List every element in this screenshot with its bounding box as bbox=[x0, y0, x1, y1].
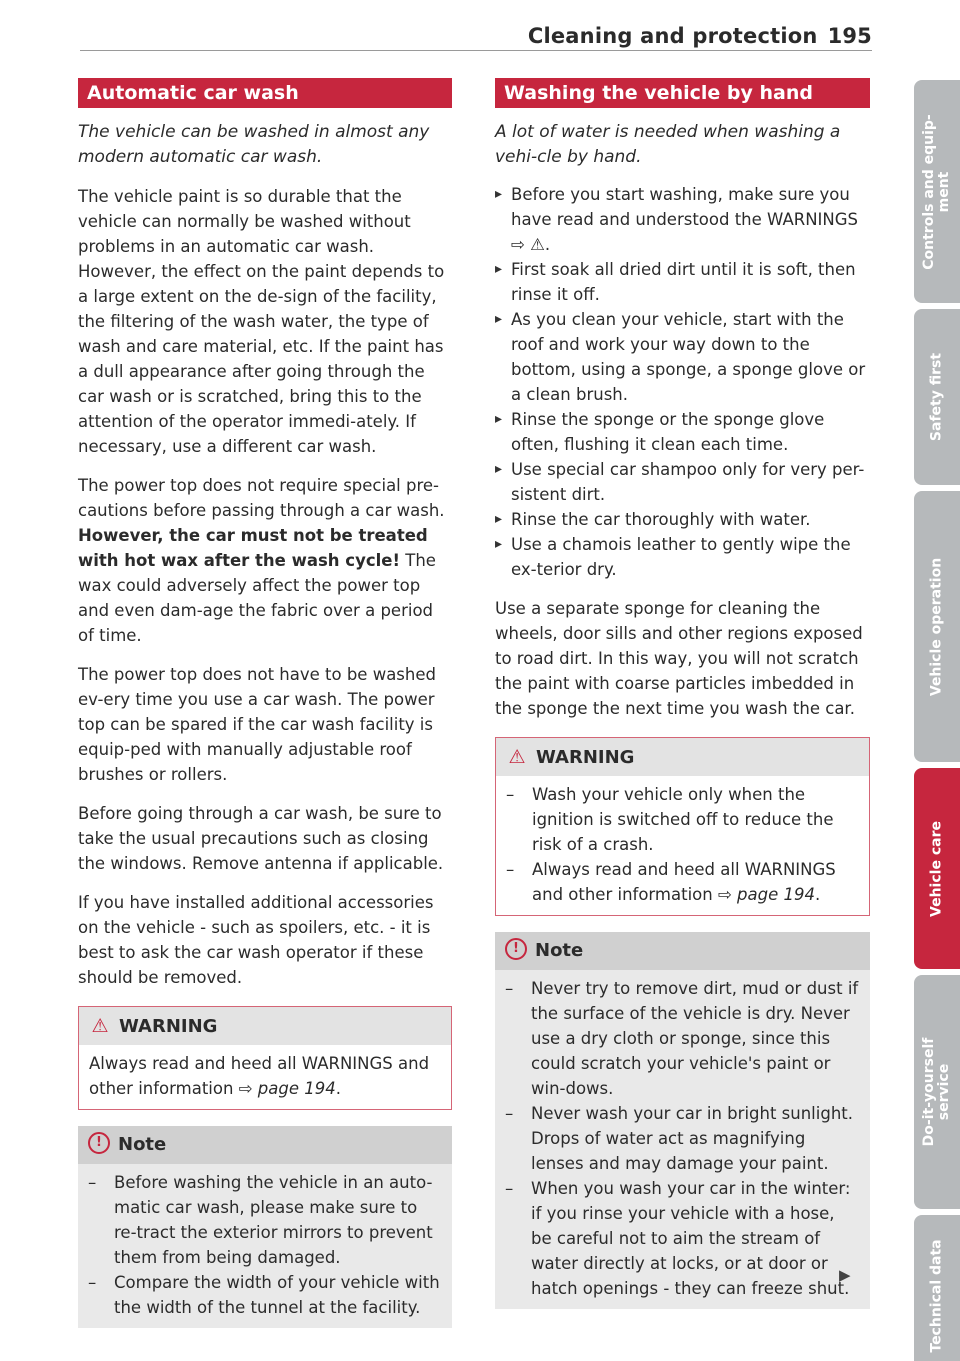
precautions-paragraph: Before going through a car wash, be sure to take the usual precautions such as closing the windows. Remove antenna if applicable. bbox=[78, 804, 444, 873]
tab-do-it-yourself-service[interactable] bbox=[914, 975, 960, 1209]
power-top-text-end: The wax could adversely affect the power top and even dam-age the fabric over a period of time. bbox=[78, 551, 436, 645]
warning-item-text: Always read and heed all WARNINGS and other information bbox=[532, 860, 836, 904]
note-item: – Before washing the vehicle in an auto-matic car wash, please make sure to re-tract the exterior mirrors to prevent them from being damaged. bbox=[88, 1170, 442, 1270]
warning-text bbox=[89, 1051, 441, 1101]
warning-box bbox=[495, 737, 870, 916]
warning-reference-link[interactable]: ⇨ ⚠. bbox=[511, 235, 551, 254]
tab-label-line: Do-it-yourself bbox=[921, 1037, 937, 1147]
note-header bbox=[495, 932, 870, 970]
tab-label bbox=[922, 1038, 952, 1147]
tab-label: Safety first bbox=[928, 352, 945, 442]
power-top-text: The power top does not require special pre-cautions before passing through a car wash. bbox=[78, 476, 445, 520]
warning-text-main: Always read and heed all WARNINGS and other information bbox=[89, 1054, 430, 1098]
step-item: ▸ First soak all dried dirt until it is soft, then rinse it off. bbox=[495, 257, 870, 307]
paint-paragraph: The vehicle paint is so durable that the vehicle can normally be washed without problems in an automatic car wash. However, the effect on the paint depends to a large extent on the de-sign of the facility, the filtering of the wash water, the type of wash and care material, etc. If the paint has a dull appearance after going through the car wash or is scratched, bring this to the attention of the operator immedi-ately. If necessary, use a different car wash. bbox=[78, 187, 445, 456]
tab-vehicle-operation[interactable] bbox=[914, 491, 960, 762]
continue-arrow-icon: ▶ bbox=[839, 1266, 851, 1284]
note-item: – Never try to remove dirt, mud or dust if the surface of the vehicle is dry. Never use a dry cloth or sponge, since this could scratch your vehicle's paint or win-dows. bbox=[505, 976, 860, 1101]
left-column bbox=[78, 78, 452, 1328]
warning-header bbox=[79, 1007, 451, 1045]
step-item: ▸ As you clean your vehicle, start with the roof and work your way down to the bottom, using a sponge, a sponge glove or a clean brush. bbox=[495, 307, 870, 407]
tab-vehicle-care[interactable] bbox=[914, 768, 960, 969]
note-box bbox=[495, 932, 870, 1309]
tab-label-line: service bbox=[936, 1063, 952, 1121]
automatic-car-wash-heading: Automatic car wash bbox=[78, 78, 452, 108]
warning-triangle-icon: ⚠ bbox=[508, 746, 526, 768]
warning-box bbox=[78, 1006, 452, 1110]
hot-wax-warning-text: However, the car must not be treated with hot wax after the wash cycle! bbox=[78, 526, 428, 570]
warning-text-end: . bbox=[335, 1079, 341, 1098]
tab-label: Technical data bbox=[928, 1239, 945, 1353]
washing-steps bbox=[495, 182, 870, 582]
tab-technical-data[interactable] bbox=[914, 1215, 960, 1361]
warning-item bbox=[506, 857, 859, 907]
warning-title: WARNING bbox=[536, 747, 635, 768]
warning-triangle-icon: ⚠ bbox=[91, 1015, 109, 1037]
tab-label: Vehicle operation bbox=[928, 557, 945, 696]
warning-body bbox=[496, 776, 869, 915]
note-body bbox=[495, 970, 870, 1309]
note-body bbox=[78, 1164, 452, 1328]
header-rule bbox=[80, 50, 872, 51]
washing-by-hand-intro: A lot of water is needed when washing a vehi-cle by hand. bbox=[495, 122, 841, 167]
note-info-icon: ! bbox=[88, 1132, 110, 1154]
right-column bbox=[495, 78, 870, 1309]
running-head bbox=[528, 24, 872, 48]
tab-label bbox=[922, 114, 952, 270]
tab-label-line: Controls and equip- bbox=[921, 113, 937, 270]
tab-safety-first[interactable] bbox=[914, 309, 960, 485]
note-item: – When you wash your car in the winter: if you rinse your vehicle with a hose, be careful not to aim the stream of water directly at locks, or at door or hatch openings - they can freeze shut. bbox=[505, 1176, 860, 1301]
tab-label: Vehicle care bbox=[928, 820, 945, 917]
tab-label-line: ment bbox=[936, 171, 952, 212]
page-reference-link[interactable]: ⇨ page 194 bbox=[238, 1079, 336, 1098]
note-title: Note bbox=[535, 940, 584, 961]
washing-by-hand-heading: Washing the vehicle by hand bbox=[495, 78, 870, 108]
note-title: Note bbox=[118, 1134, 167, 1155]
step-text: Before you start washing, make sure you have read and understood the WARNINGS bbox=[511, 185, 859, 229]
step-item bbox=[495, 182, 870, 257]
warning-body bbox=[79, 1045, 451, 1109]
accessories-paragraph: If you have installed additional accessories on the vehicle - such as spoilers, etc. - it is best to ask the car wash operator if these should be removed. bbox=[78, 893, 434, 987]
note-box bbox=[78, 1126, 452, 1328]
tab-controls-and-equipment[interactable] bbox=[914, 80, 960, 303]
power-top-wash-paragraph: The power top does not have to be washed ev-ery time you use a car wash. The power top can be spared if the car wash facility is equip-ped with manually adjustable roof brushes or rollers. bbox=[78, 665, 436, 784]
note-info-icon: ! bbox=[505, 938, 527, 960]
note-item: – Compare the width of your vehicle with the width of the tunnel at the facility. bbox=[88, 1270, 442, 1320]
step-item: ▸ Rinse the sponge or the sponge glove often, flushing it clean each time. bbox=[495, 407, 870, 457]
warning-item: – Wash your vehicle only when the ignition is switched off to reduce the risk of a crash. bbox=[506, 782, 859, 857]
step-item: ▸ Use special car shampoo only for very per-sistent dirt. bbox=[495, 457, 870, 507]
separate-sponge-paragraph: Use a separate sponge for cleaning the wheels, door sills and other regions exposed to road dirt. In this way, you will not scratch the paint with coarse particles imbedded in the sponge the next time you wash the car. bbox=[495, 599, 863, 718]
power-top-paragraph bbox=[78, 473, 452, 648]
warning-title: WARNING bbox=[119, 1016, 218, 1037]
warning-item-end: . bbox=[815, 885, 821, 904]
page-reference-link[interactable]: ⇨ page 194 bbox=[717, 885, 815, 904]
note-item: – Never wash your car in bright sunlight. Drops of water act as magnifying lenses and may damage your paint. bbox=[505, 1101, 860, 1176]
note-header bbox=[78, 1126, 452, 1164]
warning-header bbox=[496, 738, 869, 776]
step-item: ▸ Use a chamois leather to gently wipe the ex-terior dry. bbox=[495, 532, 870, 582]
step-item: ▸ Rinse the car thoroughly with water. bbox=[495, 507, 870, 532]
section-title: Cleaning and protection bbox=[527, 24, 818, 48]
automatic-car-wash-intro: The vehicle can be washed in almost any modern automatic car wash. bbox=[78, 122, 430, 167]
page-number: 195 bbox=[827, 24, 872, 48]
